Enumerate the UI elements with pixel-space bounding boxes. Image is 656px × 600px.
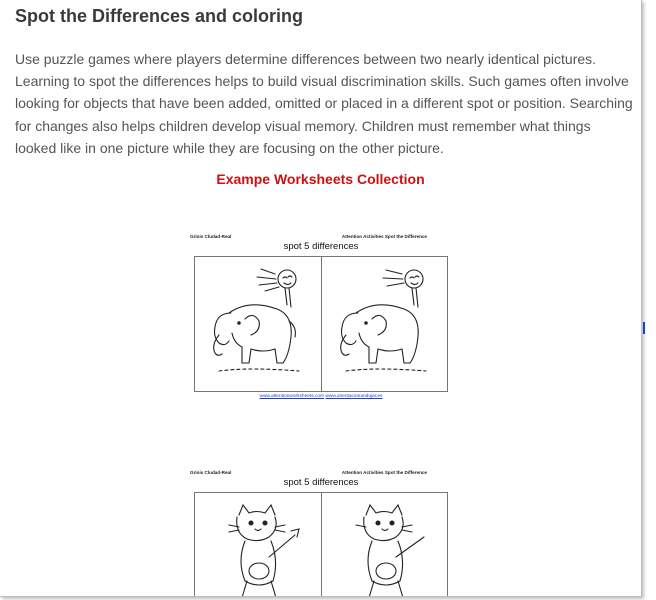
worksheet-link[interactable]: www.orientacionandujar.es — [325, 394, 383, 399]
worksheet-cat[interactable] — [187, 470, 455, 597]
picture-divider — [321, 257, 322, 391]
intro-paragraph: Use puzzle games where players determine differences between two nearly identical pictures. Learning to spot the differences helps to build visual discrimination skills. Such games often involve looking for objects that have been added, omitted or placed in a different spot or position. Searching for changes also helps children develop visual memory. Children must remember what things looked like in one picture while they are focusing on the other picture. — [15, 51, 633, 156]
worksheet-title: spot 5 differences — [283, 241, 359, 252]
worksheet-header-right: Attention Activities Spot the Difference — [341, 470, 427, 475]
worksheet-elephant[interactable] — [187, 234, 455, 406]
worksheet-picture-frame — [194, 492, 448, 597]
worksheet-links — [187, 394, 455, 399]
worksheet-header-left: Grinis Cludad-Real — [190, 234, 232, 239]
worksheet-header-right: Attention Activities Spot the Difference — [341, 234, 427, 239]
cat-picture-right — [326, 497, 444, 597]
section-title: Exampe Worksheets Collection — [216, 171, 425, 187]
worksheet-link[interactable]: www.attentionworksheets.com — [259, 394, 325, 399]
cat-picture-left — [199, 497, 317, 597]
elephant-picture-right — [326, 261, 444, 387]
worksheet-picture-frame — [194, 256, 448, 392]
page-title: Spot the Differences and coloring — [15, 6, 304, 26]
picture-divider — [321, 493, 322, 597]
side-marker — [643, 322, 645, 334]
worksheet-header-left: Grinis Cludad-Real — [190, 470, 232, 475]
worksheet-title: spot 5 differences — [283, 477, 359, 488]
elephant-picture-left — [199, 261, 317, 387]
